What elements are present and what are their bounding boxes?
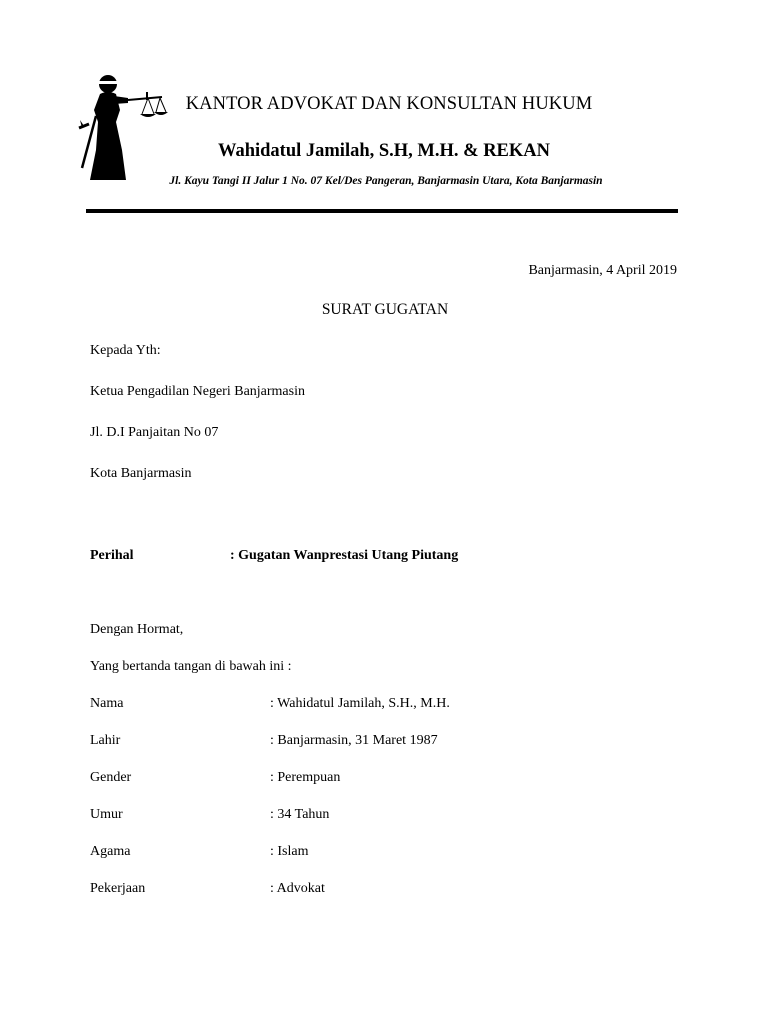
letterhead-divider [86, 209, 678, 213]
identity-value-occupation: : Advokat [270, 881, 325, 896]
lady-justice-icon [76, 70, 170, 182]
intro-line: Yang bertanda tangan di bawah ini : [90, 659, 292, 674]
recipient-salutation: Kepada Yth: [90, 343, 161, 358]
identity-value-name: : Wahidatul Jamilah, S.H., M.H. [270, 696, 450, 711]
firm-name: KANTOR ADVOKAT DAN KONSULTAN HUKUM [185, 94, 593, 114]
letter-date: Banjarmasin, 4 April 2019 [528, 263, 677, 278]
identity-value-gender: : Perempuan [270, 770, 341, 785]
document-title: SURAT GUGATAN [321, 301, 449, 318]
subject-value: : Gugatan Wanprestasi Utang Piutang [230, 548, 459, 563]
identity-label-religion: Agama [90, 844, 131, 859]
firm-partners: Wahidatul Jamilah, S.H, M.H. & REKAN [217, 141, 550, 161]
identity-label-name: Nama [90, 696, 124, 711]
identity-label-gender: Gender [90, 770, 132, 785]
subject-label: Perihal [90, 548, 134, 563]
recipient-city: Kota Banjarmasin [90, 466, 192, 481]
identity-label-birth: Lahir [90, 733, 121, 748]
identity-label-occupation: Pekerjaan [90, 881, 146, 896]
recipient-name: Ketua Pengadilan Negeri Banjarmasin [90, 384, 305, 399]
identity-value-religion: : Islam [270, 844, 309, 859]
firm-address: Jl. Kayu Tangi II Jalur 1 No. 07 Kel/Des Pangeran, Banjarmasin Utara, Kota Banjarmasin [169, 175, 603, 187]
recipient-street: Jl. D.I Panjaitan No 07 [90, 425, 219, 440]
identity-value-age: : 34 Tahun [270, 807, 330, 822]
identity-label-age: Umur [90, 807, 123, 822]
identity-value-birth: : Banjarmasin, 31 Maret 1987 [270, 733, 438, 748]
greeting: Dengan Hormat, [90, 622, 184, 637]
